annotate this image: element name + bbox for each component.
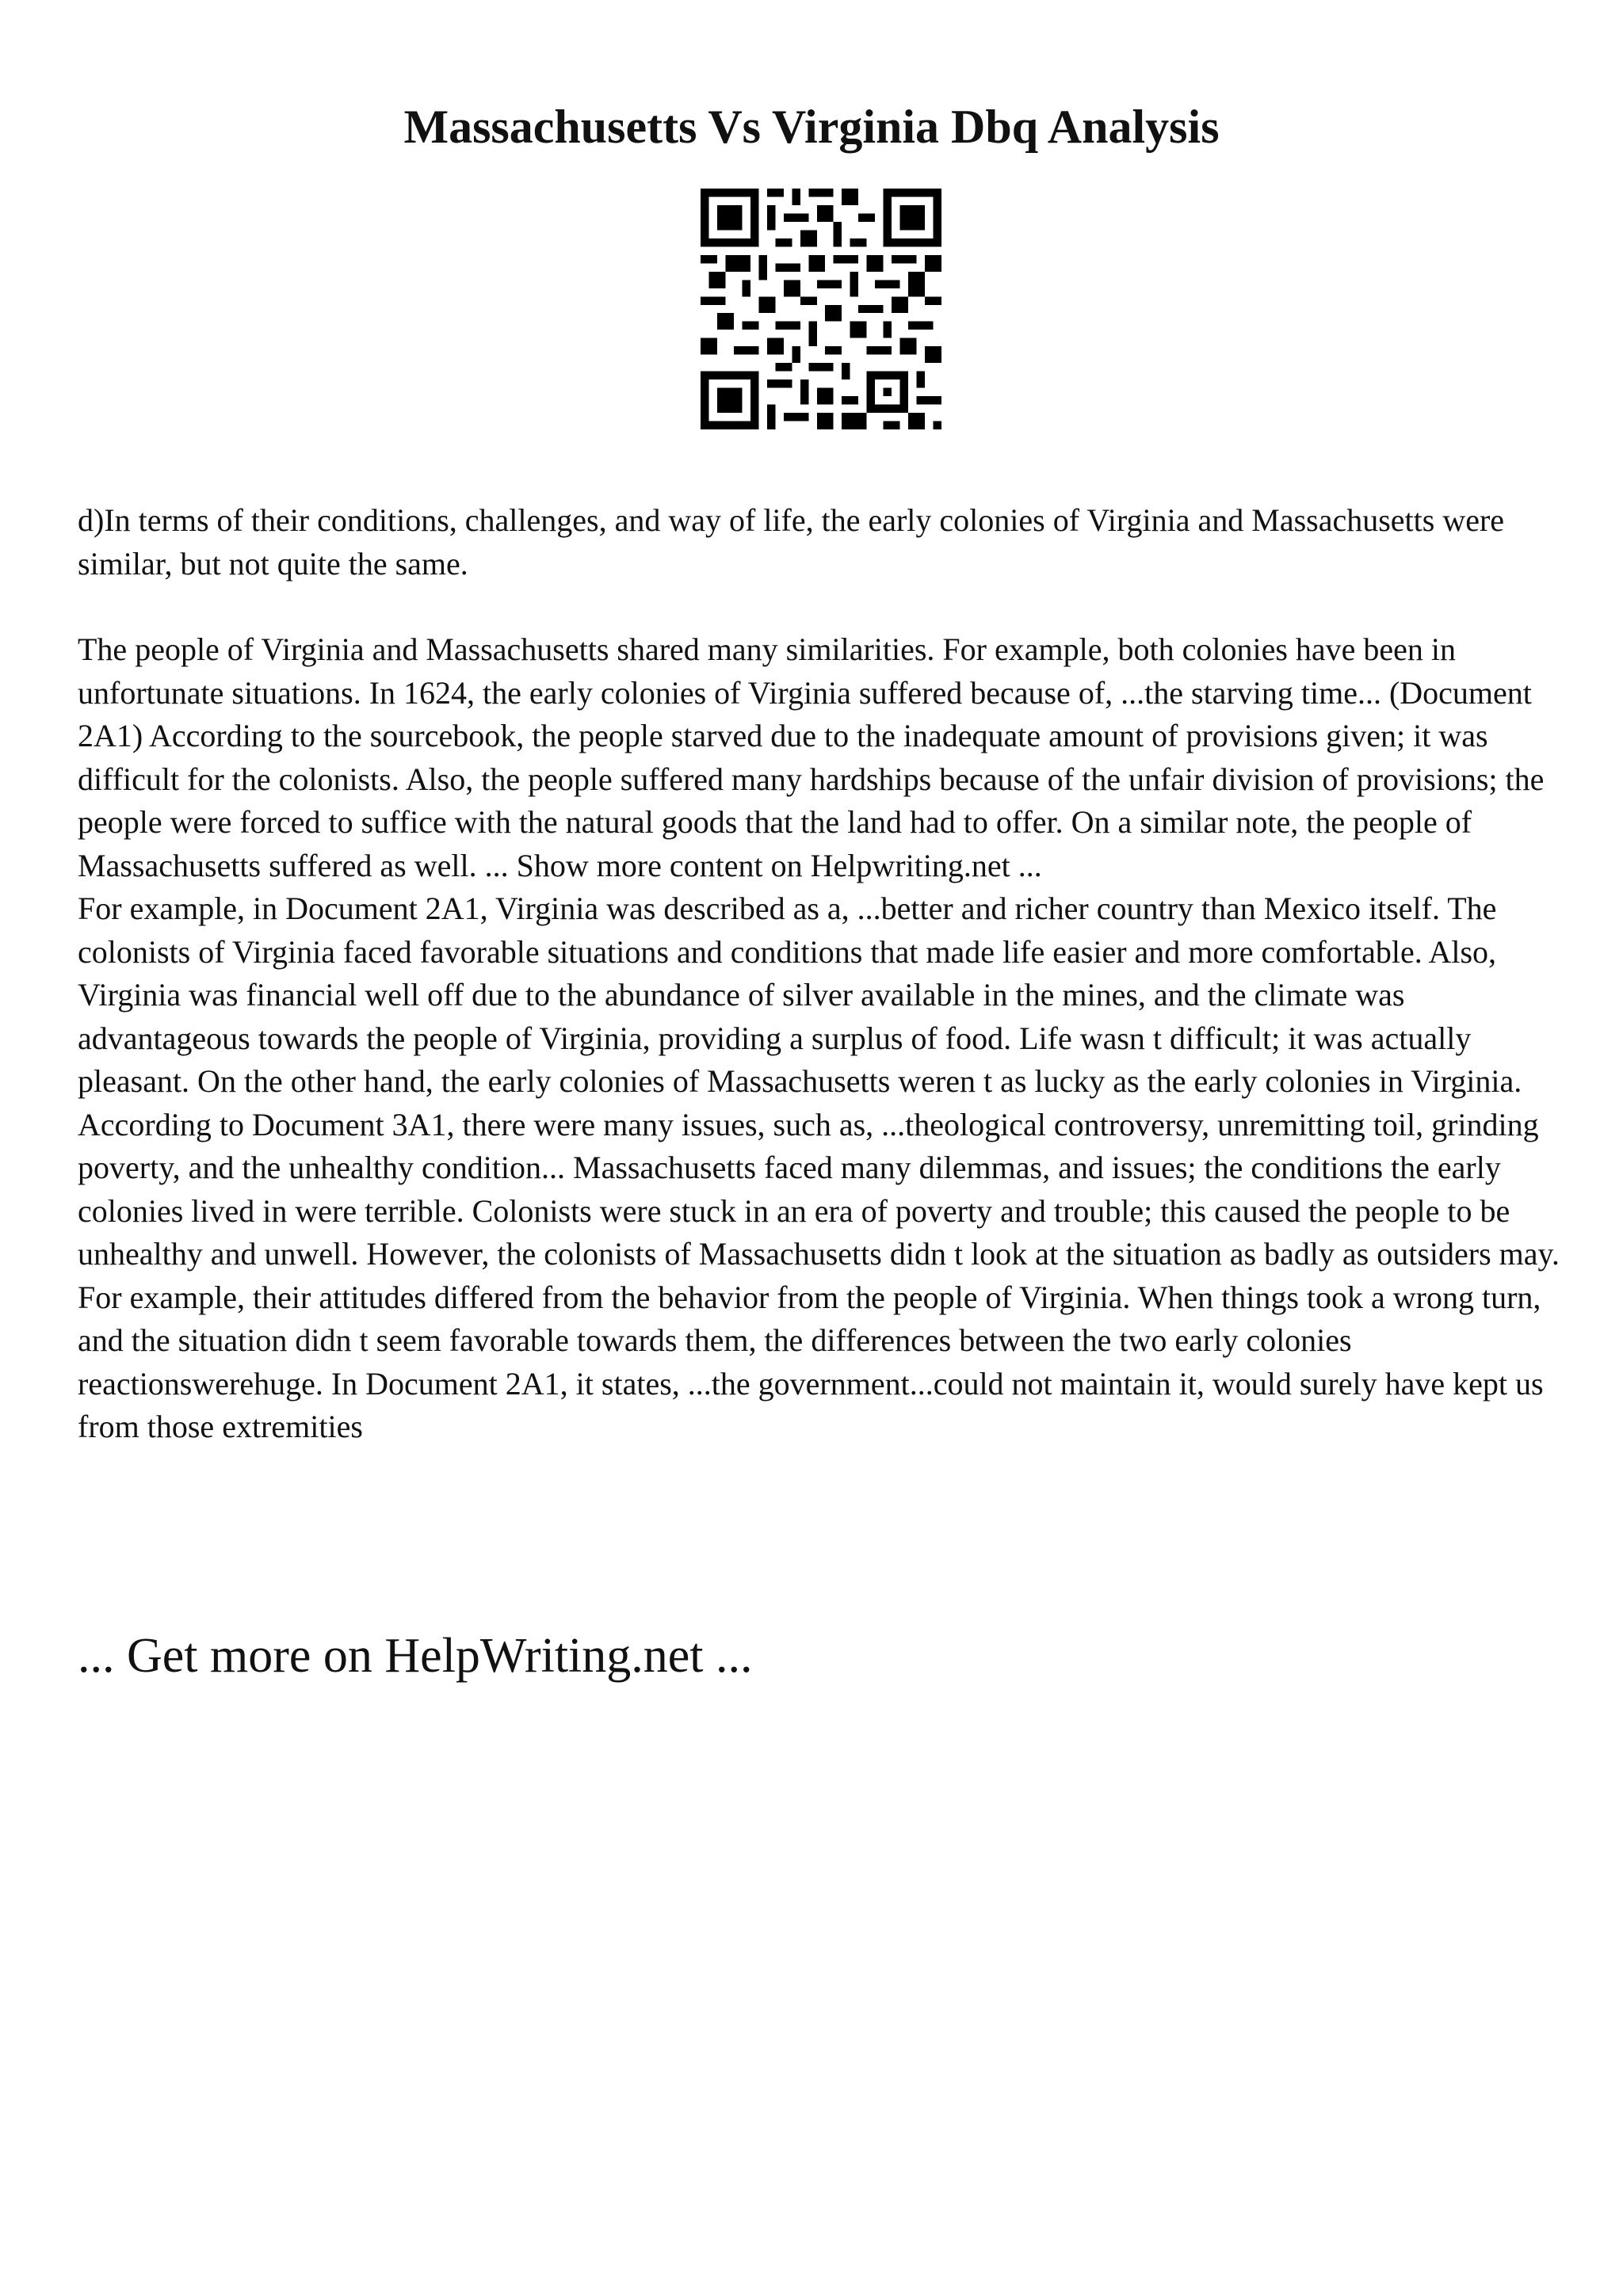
get-more-link[interactable]: ... Get more on HelpWriting.net ... xyxy=(78,1629,753,1683)
body-paragraph-1: The people of Virginia and Massachusetts shared many similarities. For example, both colonies have been in unfortunate situations. In 1624, the early colonies of Virginia suffered because of, ...the starving time... (Document 2A1) According to the sourcebook, the people starved due to the inadequate amount of provisions given; it was difficult for the colonists. Also, the people suffered many hardships because of the unfair division of provisions; the people were forced to suffice with the natural goods that the land had to offer. On a similar note, the people of Massachusetts suffered as well. ... Show more content on Helpwriting.net ... xyxy=(78,631,1545,883)
document-title: Massachusetts Vs Virginia Dbq Analysis xyxy=(403,101,1220,153)
body-paragraph-2: For example, in Document 2A1, Virginia was described as a, ...better and richer country than Mexico itself. The colonists of Virginia faced favorable situations and conditions that made life easier and more comfortable. Also, Virginia was financial well off due to the abundance of silver available in the mines, and the climate was advantageous towards the people of Virginia, providing a surplus of food. Life wasn t difficult; it was actually pleasant. On the other hand, the early colonies of Massachusetts weren t as lucky as the early colonies in Virginia. According to Document 3A1, there were many issues, such as, ...theological controversy, unremitting toil, grinding poverty, and the unhealthy condition... Massachusetts faced many dilemmas, and issues; the conditions the early colonies lived in were terrible. Colonists were stuck in an era of poverty and trouble; this caused the people to be unhealthy and unwell. However, the colonists of Massachusetts didn t look at the situation as badly as outsiders may. For example, their attitudes differed from the behavior from the people of Virginia. When things took a wrong turn, and the situation didn t seem favorable towards them, the differences between the two early colonies reactionswerehuge. In Document 2A1, it states, ...the government...could not maintain it, would surely have kept us from those extremities xyxy=(78,891,1560,1444)
intro-paragraph: d)In terms of their conditions, challenges, and way of life, the early colonies of Virginia and Massachusetts were similar, but not quite the same. xyxy=(78,502,1505,582)
qr-code-icon xyxy=(701,189,941,429)
document-body xyxy=(78,499,1568,1449)
